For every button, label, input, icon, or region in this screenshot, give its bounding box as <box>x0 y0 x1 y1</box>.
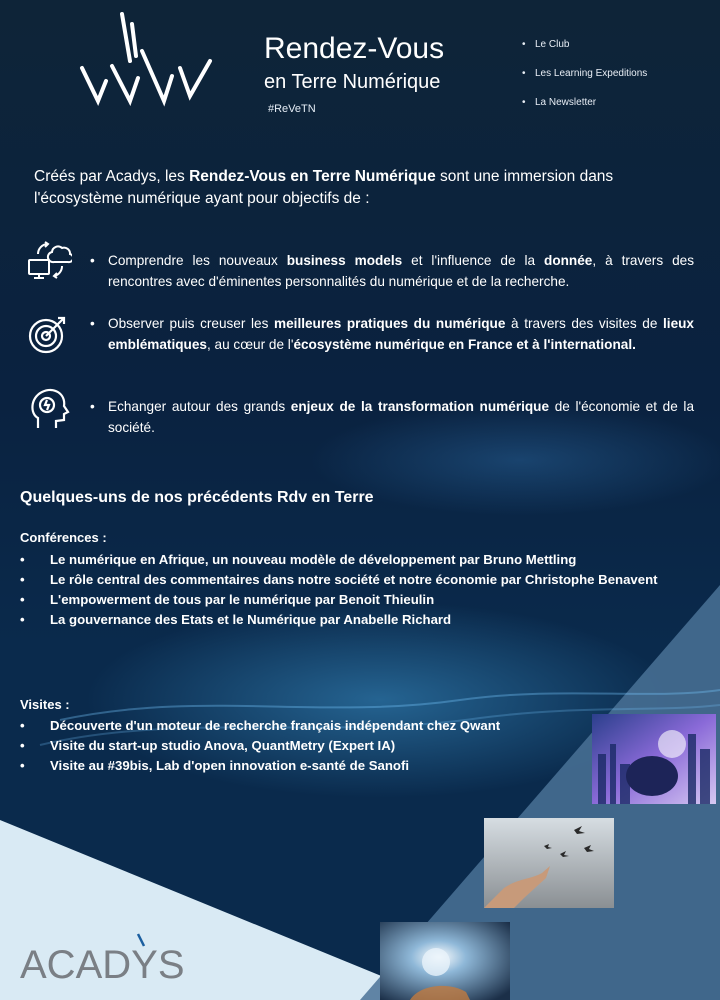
objective-bold: business models <box>286 253 403 268</box>
top-nav <box>522 38 647 125</box>
brand-subtitle: en Terre Numérique <box>264 71 441 93</box>
objective-text: , à travers des rencontres avec d'éminentes personnalités du numérique et de la recherche. <box>108 253 695 289</box>
objective-bold: enjeux de la transformation numérique <box>290 399 550 414</box>
objective-item <box>90 313 694 355</box>
head-lightbulb-icon <box>24 384 72 432</box>
nav-link-label: La Newsletter <box>535 97 597 108</box>
brand-hashtag: #ReVeTN <box>268 103 316 115</box>
cloud-computer-icon <box>24 236 72 284</box>
tech-hand-photo <box>380 922 510 1000</box>
previous-events-title: Quelques-uns de nos précédents Rdv en Terre <box>20 489 374 506</box>
objective-text: à travers des visites de <box>505 316 664 331</box>
objective-text: de l'économie et de la société. <box>108 399 695 435</box>
visits-label: Visites : <box>20 697 70 712</box>
bullet-icon: • <box>522 68 526 79</box>
objective-bold: meilleures pratiques du numérique <box>274 316 506 331</box>
list-item: • La gouvernance des Etats et le Numérique par Anabelle Richard <box>20 610 660 630</box>
list-item: • Découverte d'un moteur de recherche français indépendant chez Qwant <box>20 716 640 736</box>
nav-link-label: Les Learning Expeditions <box>535 68 648 79</box>
objective-text: Echanger autour des grands <box>108 399 291 414</box>
intro-text: sont une immersion dans l'écosystème numérique ayant pour objectifs de : <box>34 168 614 207</box>
acadys-logo-icon <box>20 932 200 992</box>
objective-bold: lieux emblématiques <box>108 316 694 352</box>
nav-link-learning-expeditions[interactable] <box>522 67 647 96</box>
intro-text: Créés par Acadys, les <box>34 168 190 185</box>
objective-bold: écosystème numérique en France et à l'international. <box>293 337 636 352</box>
bullet-icon: • <box>90 316 95 331</box>
bullet-icon: • <box>90 399 95 414</box>
objective-item <box>90 250 694 292</box>
objective-text: et l'influence de la <box>402 253 545 268</box>
list-item: • Visite du start-up studio Anova, QuantMetry (Expert IA) <box>20 736 640 756</box>
list-item: • L'empowerment de tous par le numérique par Benoit Thieulin <box>20 590 660 610</box>
conferences-label: Conférences : <box>20 530 107 545</box>
data-city-photo <box>592 714 716 804</box>
target-icon <box>24 310 72 358</box>
objective-text: , au cœur de l' <box>206 337 294 352</box>
conferences-list <box>20 550 660 630</box>
nav-link-club[interactable] <box>522 38 647 67</box>
brand-title: Rendez-Vous <box>264 32 445 65</box>
objective-bold: donnée <box>544 253 593 268</box>
bullet-icon: • <box>522 97 526 108</box>
objective-item <box>90 396 694 438</box>
intro-paragraph <box>34 166 694 210</box>
list-item: • Le numérique en Afrique, un nouveau modèle de développement par Bruno Mettling <box>20 550 660 570</box>
revetn-logo-icon <box>72 6 222 126</box>
bullet-icon: • <box>522 39 526 50</box>
bullet-icon: • <box>90 253 95 268</box>
objective-text: Observer puis creuser les <box>108 316 275 331</box>
birds-hand-photo <box>484 818 614 908</box>
intro-bold: Rendez-Vous en Terre Numérique <box>189 168 436 185</box>
nav-link-newsletter[interactable] <box>522 96 647 125</box>
list-item: • Visite au #39bis, Lab d'open innovation e-santé de Sanofi <box>20 756 640 776</box>
objective-text: Comprendre les nouveaux <box>108 253 287 268</box>
nav-link-label: Le Club <box>535 39 570 50</box>
brand-wordmark: ACADYS <box>20 943 185 987</box>
list-item: • Le rôle central des commentaires dans notre société et notre économie par Christophe Benavent <box>20 570 660 590</box>
visits-list <box>20 716 640 776</box>
